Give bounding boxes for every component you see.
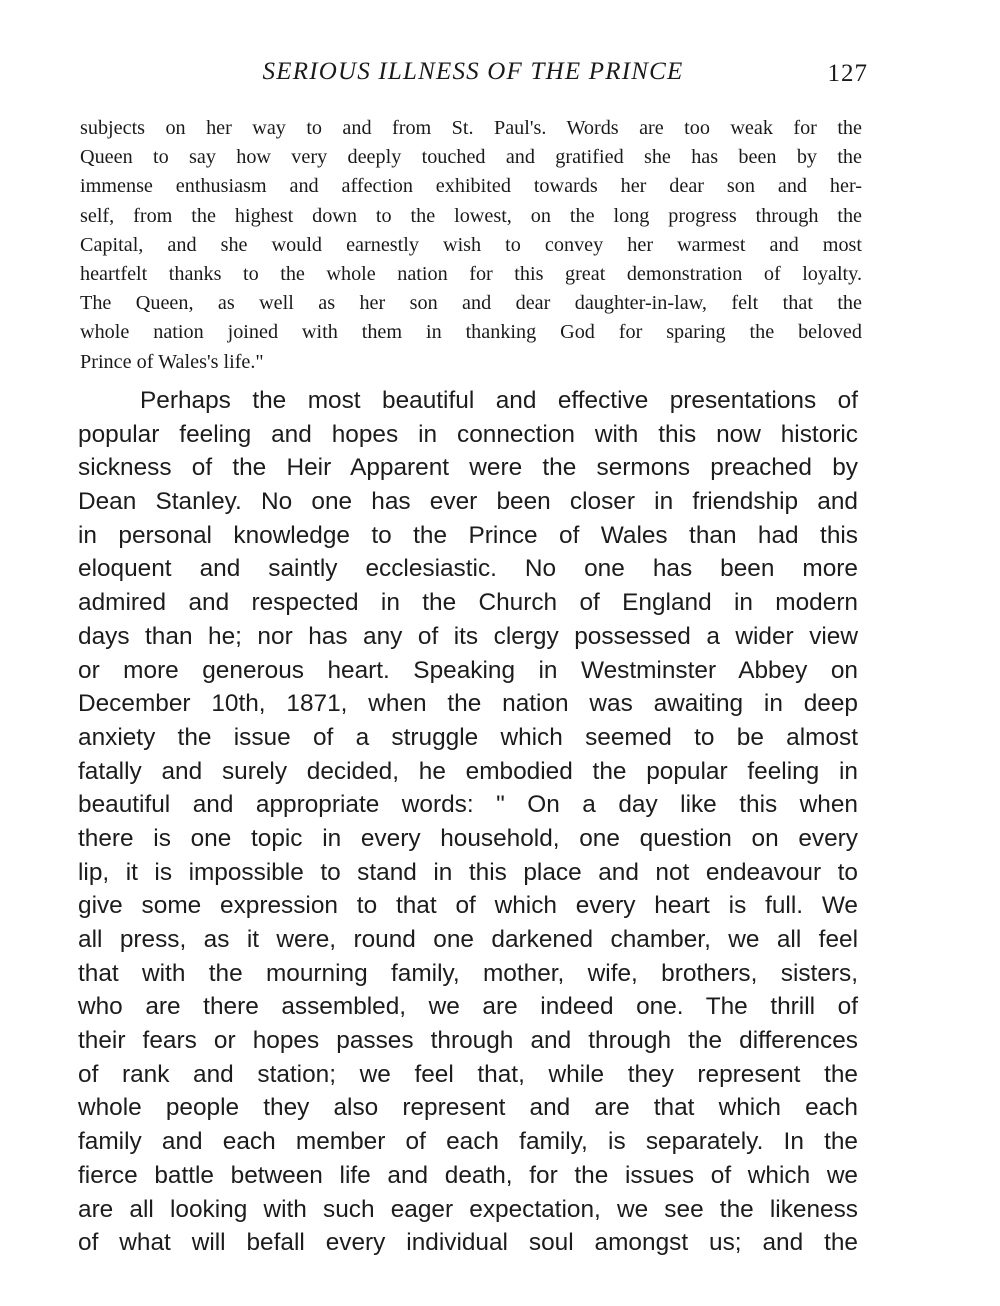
letter-line: subjects on her way to and from St. Paul's. Words are too weak for the [80,117,862,139]
body-line: December 10th, 1871, when the nation was awaiting in deep [78,690,858,718]
body-line: of rank and station; we feel that, while they represent the [78,1060,858,1088]
body-line: anxiety the issue of a struggle which seemed to be almost [78,723,858,751]
body-line: Perhaps the most beautiful and effective presentations of [140,387,858,414]
running-head [78,58,868,94]
body-line: Dean Stanley. No one has ever been closer in friendship and [78,488,858,516]
body-line: whole people they also represent and are that which each [78,1094,858,1122]
body-line: admired and respected in the Church of England in modern [78,589,858,617]
letter-line: self, from the highest down to the lowest, on the long progress through the [80,204,862,227]
body-line: in personal knowledge to the Prince of Wales than had this [78,521,858,549]
page-number: 127 [827,60,868,87]
body-line: there is one topic in every household, one question on every [78,824,858,852]
letter-line: Capital, and she would earnestly wish to convey her warmest and most [80,233,862,256]
running-title: SERIOUS ILLNESS OF THE PRINCE [262,58,684,85]
body-line: or more generous heart. Speaking in Westminster Abbey on [78,656,858,684]
letter-line: heartfelt thanks to the whole nation for this great demonstration of loyalty. [80,262,862,285]
letter-line: Queen to say how very deeply touched and gratified she has been by the [80,146,862,169]
body-line: popular feeling and hopes in connection with this now historic [78,420,858,448]
body-line: all press, as it were, round one darkened chamber, we all feel [78,926,858,953]
body-line: of what will befall every individual soul amongst us; and the [78,1229,858,1257]
body-line: days than he; nor has any of its clergy possessed a wider view [78,622,858,650]
body-line: are all looking with such eager expectation, we see the likeness [78,1195,858,1223]
body-line: who are there assembled, we are indeed one. The thrill of [78,993,858,1021]
body-line: eloquent and saintly ecclesiastic. No one has been more [78,555,858,583]
body-line: fatally and surely decided, he embodied the popular feeling in [78,757,858,785]
body-line: their fears or hopes passes through and through the differences [78,1027,858,1055]
body-line: that with the mourning family, mother, wife, brothers, sisters, [78,959,858,987]
quoted-letter [80,114,862,377]
body-line: beautiful and appropriate words: " On a day like this when [78,791,858,819]
body-line: give some expression to that of which every heart is full. We [78,892,858,920]
letter-line: The Queen, as well as her son and dear daughter-in-law, felt that the [80,292,862,315]
body-paragraph [78,384,858,1260]
body-line: fierce battle between life and death, for the issues of which we [78,1161,858,1189]
body-line: family and each member of each family, is separately. In the [78,1128,858,1156]
letter-line: whole nation joined with them in thanking God for sparing the beloved [80,321,862,344]
letter-line: immense enthusiasm and affection exhibited towards her dear son and her- [80,175,862,198]
body-line: lip, it is impossible to stand in this place and not endeavour to [78,858,858,886]
body-line: sickness of the Heir Apparent were the sermons preached by [78,454,858,482]
letter-line: Prince of Wales's life." [80,350,264,373]
